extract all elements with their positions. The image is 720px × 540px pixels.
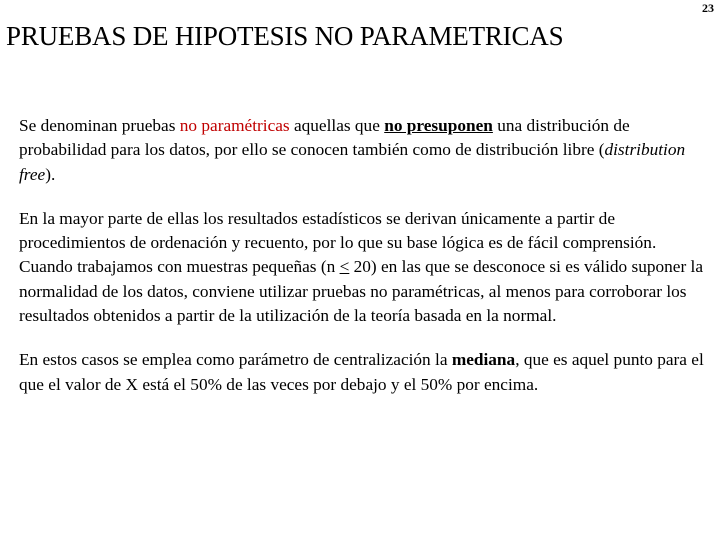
- less-equal-symbol: <: [339, 257, 350, 277]
- text-segment: En estos casos se emplea como parámetro de centralización la: [19, 350, 452, 370]
- text-segment: Se denominan pruebas: [19, 116, 180, 135]
- text-segment: aquellas que: [289, 116, 385, 135]
- text-segment: , que es aquel punto para el que el valor de X está el 50% de las veces por debajo y el 50% por encima.: [19, 350, 704, 394]
- text-segment: ).: [45, 164, 56, 184]
- term-mediana: mediana: [451, 350, 516, 370]
- page-number: 23: [702, 1, 714, 15]
- slide-title: PRUEBAS DE HIPOTESIS NO PARAMETRICAS: [6, 21, 564, 51]
- paragraph-procedures: [19, 207, 709, 328]
- text-segment: En la mayor parte de ellas los resultados estadísticos se derivan únicamente a partir de procedimientos de ordenación y recuento, por lo que su base lógica es de fácil comprensión. Cuando trabajamos con muestras pequeñas (n: [19, 208, 657, 277]
- paragraph-median: [19, 348, 709, 397]
- slide-content: [19, 114, 709, 397]
- paragraph-definition: [19, 114, 709, 187]
- text-segment: 20) en las que se desconoce si es válido suponer la normalidad de los datos, conviene utilizar pruebas no paramétricas, al menos para corroborar los resultados obtenidos a partir de la utilización de la teoría basada en la normal.: [19, 257, 704, 326]
- term-distribution-free: distribution free: [19, 140, 686, 184]
- text-segment: una distribución de probabilidad para los datos, por ello se conocen también como de distribución libre (: [19, 116, 630, 160]
- term-no-presuponen: no presuponen: [384, 116, 493, 135]
- term-no-parametricas: no paramétricas: [179, 116, 290, 135]
